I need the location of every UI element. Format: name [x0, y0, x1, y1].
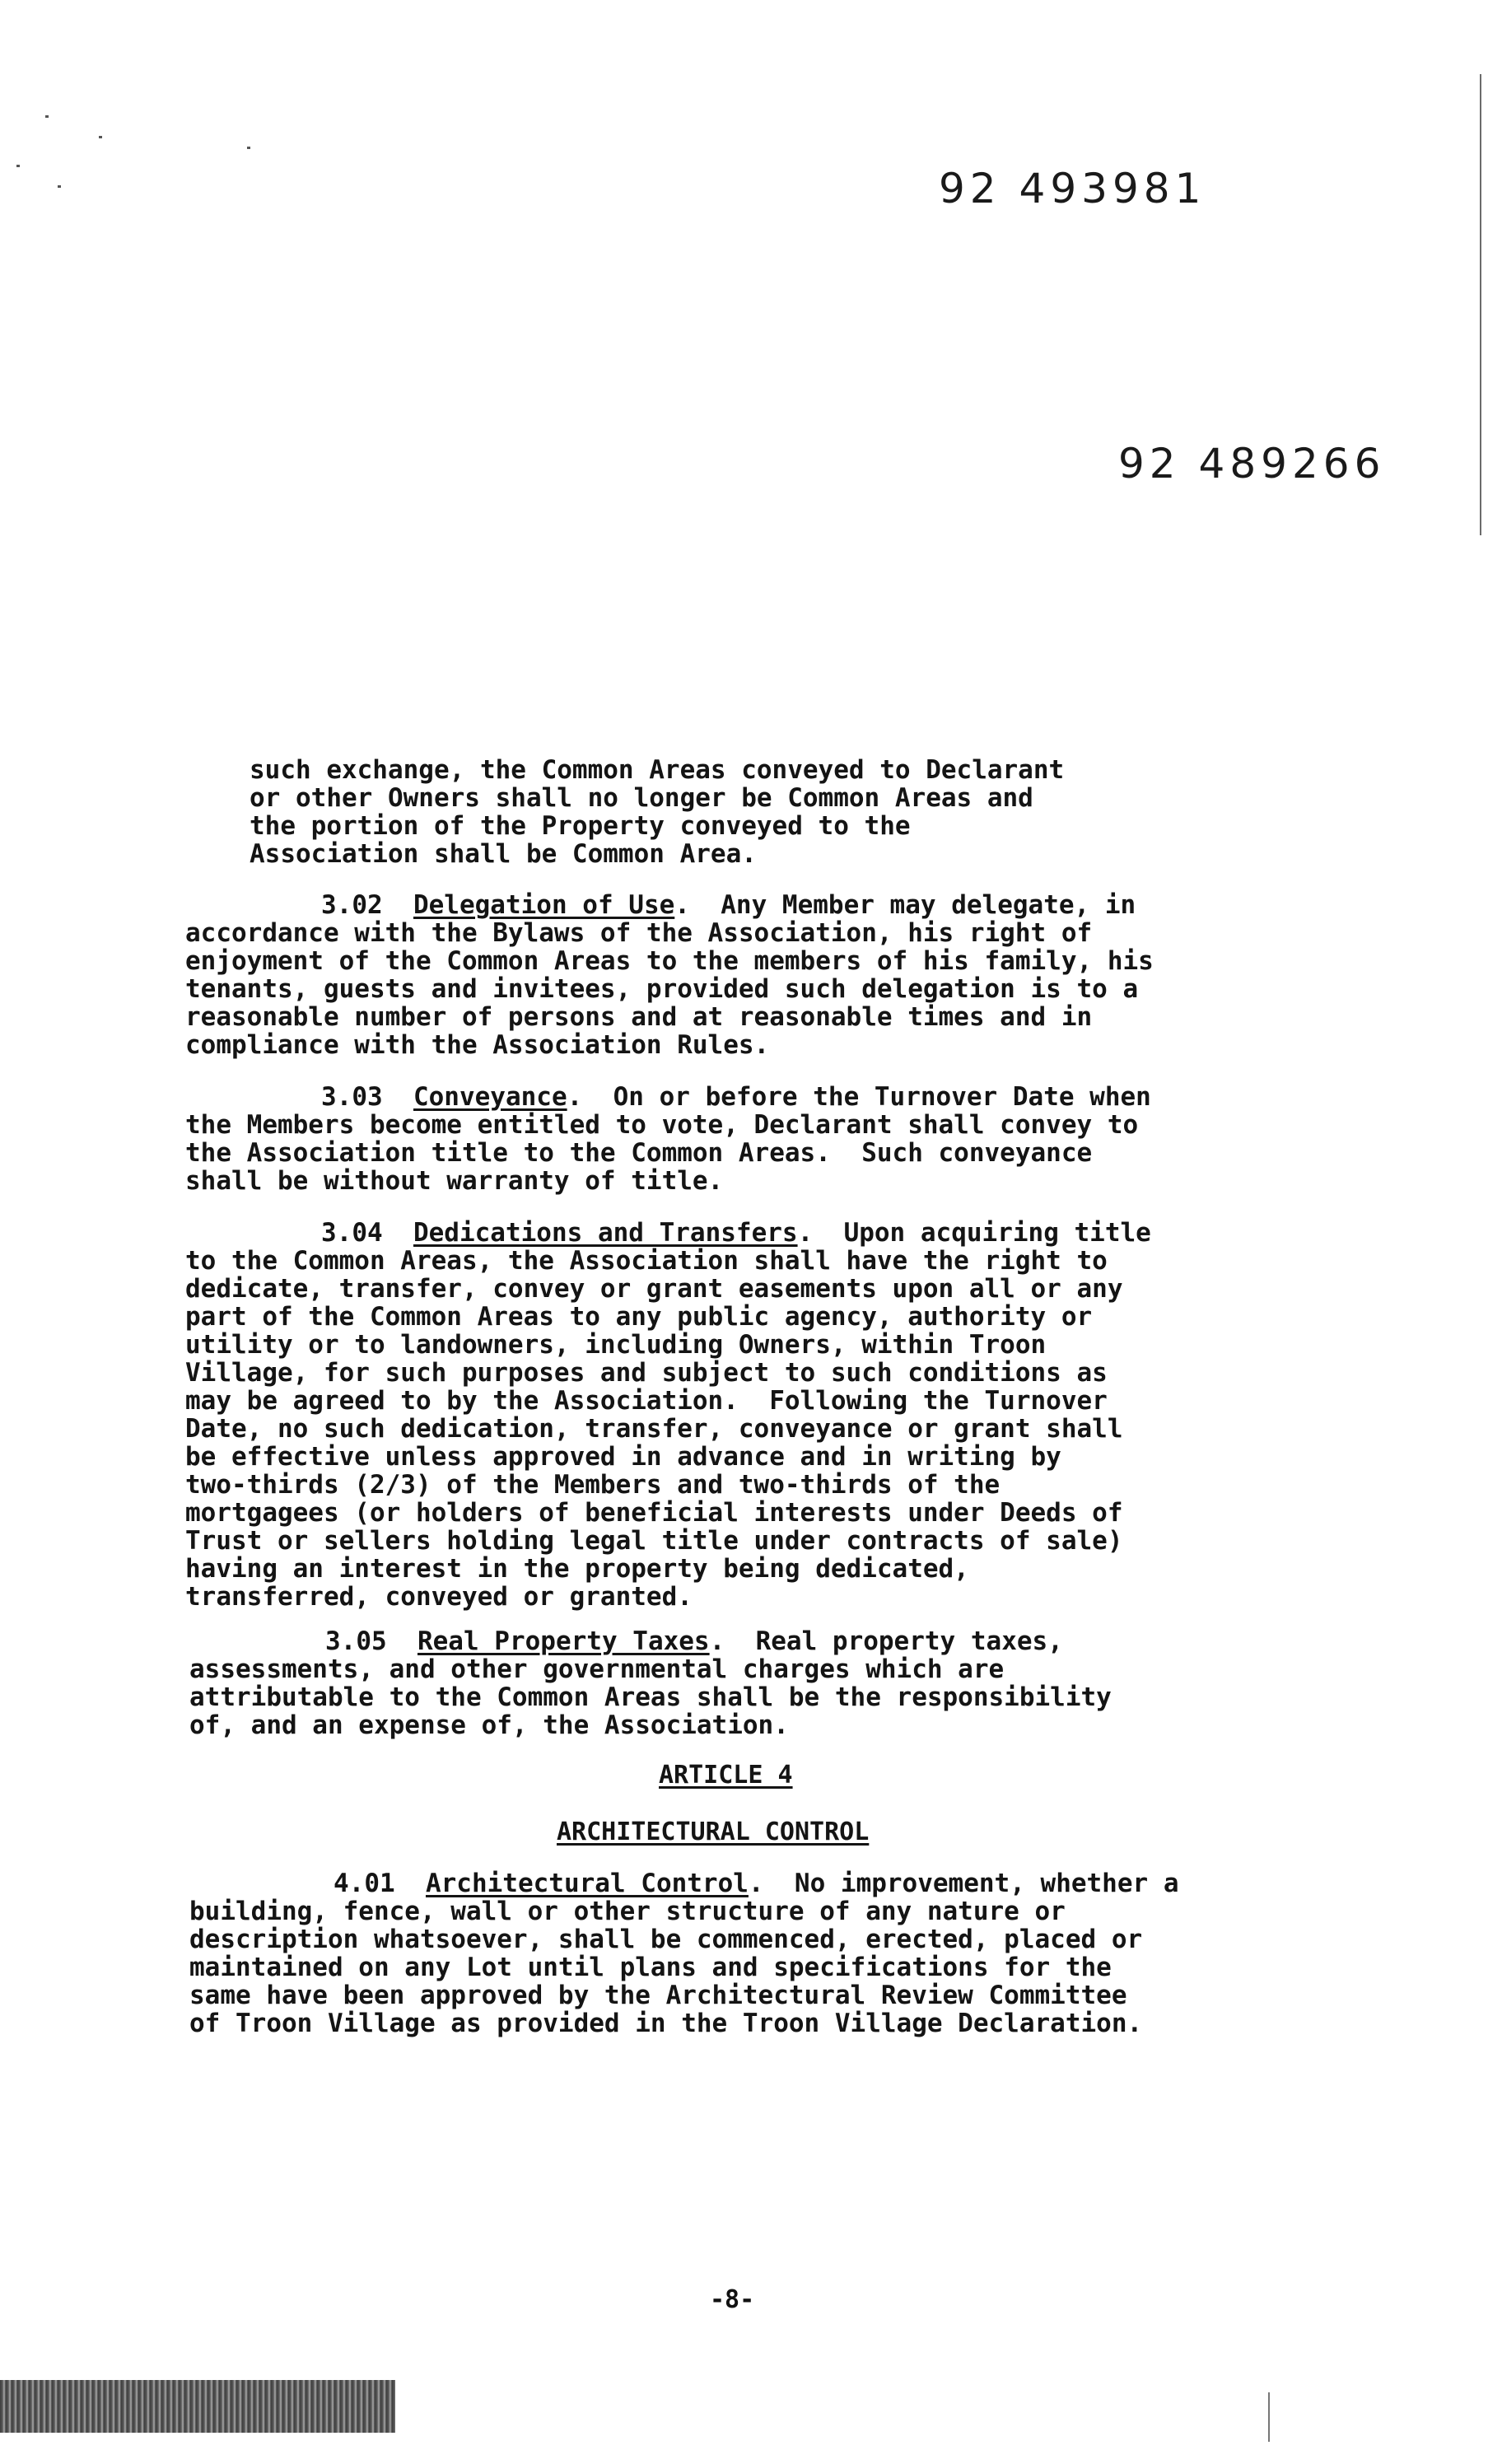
- recording-number-stamp-secondary: 92 489266: [1118, 440, 1386, 488]
- scan-speck: [16, 165, 20, 167]
- scan-artifact: [0, 2380, 395, 2433]
- section-3-03: [185, 1083, 1338, 1195]
- page-number: -8-: [710, 2285, 755, 2314]
- scan-speck: [45, 115, 49, 118]
- section-3-05: [189, 1627, 1342, 1739]
- section-body: . No improvement, whether a building, fence, wall or other structure of any nature or description whatsoever, shall be commenced, erected, placed or maintained on any Lot until plans and specifications for the same have been approved by the Architectural Review Committee of Troon Village as provided in the Troon Village Declaration.: [189, 1869, 1179, 2038]
- section-number: 4.01: [334, 1869, 395, 1898]
- section-title: Dedications and Transfers: [413, 1218, 798, 1248]
- recording-number-stamp: 92 493981: [939, 165, 1206, 212]
- section-title: Conveyance: [413, 1082, 567, 1112]
- section-number: 3.05: [325, 1626, 387, 1656]
- section-body: . Any Member may delegate, in accordance with the Bylaws of the Association, his right of enjoyment of the Common Areas to the members of his family, his tenants, guests and invitees, provided such delegation is to a reasonable number of persons and at reasonable times and in compliance with the Association Rules.: [185, 890, 1154, 1060]
- scan-speck: [99, 136, 102, 138]
- section-number: 3.02: [321, 890, 383, 920]
- section-body: . On or before the Turnover Date when the Members become entitled to vote, Declarant shall convey to the Association title to the Common Areas. Such conveyance shall be without warranty of title.: [185, 1082, 1151, 1196]
- section-body: . Upon acquiring title to the Common Areas, the Association shall have the right to dedicate, transfer, convey or grant easements upon all or any part of the Common Areas to any public agency, authority or utility or to landowners, including Owners, within Troon Village, for such purposes and subject to such conditions as may be agreed to by the Association. Following the Turnover Date, no such dedication, transfer, conveyance or grant shall be effective unless approved in advance and in writing by two-thirds (2/3) of the Members and two-thirds of the mortgagees (or holders of beneficial interests under Deeds of Trust or sellers holding legal title under contracts of sale) having an interest in the property being dedicated, transferred, conveyed or granted.: [185, 1218, 1151, 1612]
- section-4-01: [189, 1869, 1342, 2037]
- scan-edge-mark: [1268, 2392, 1270, 2442]
- article-heading: ARTICLE 4: [659, 1761, 793, 1790]
- section-title: Architectural Control: [425, 1869, 749, 1898]
- section-title: Real Property Taxes: [417, 1626, 710, 1656]
- scan-speck: [247, 147, 250, 149]
- scan-speck: [58, 185, 61, 188]
- scan-edge-line: [1480, 74, 1481, 535]
- section-3-02: [185, 891, 1338, 1059]
- section-number: 3.04: [321, 1218, 383, 1248]
- section-number: 3.03: [321, 1082, 383, 1112]
- section-3-04: [185, 1219, 1338, 1611]
- article-subheading: ARCHITECTURAL CONTROL: [557, 1818, 870, 1846]
- section-title: Delegation of Use: [413, 890, 675, 920]
- section-body: . Real property taxes, assessments, and other governmental charges which are attributable to the Common Areas shall be the responsibility of, and an expense of, the Association.: [189, 1626, 1112, 1740]
- paragraph-intro: such exchange, the Common Areas conveyed to Declarant or other Owners shall no longer be Common Areas and the portion of the Property conveyed to the Association shall be Common Area.: [250, 755, 1065, 869]
